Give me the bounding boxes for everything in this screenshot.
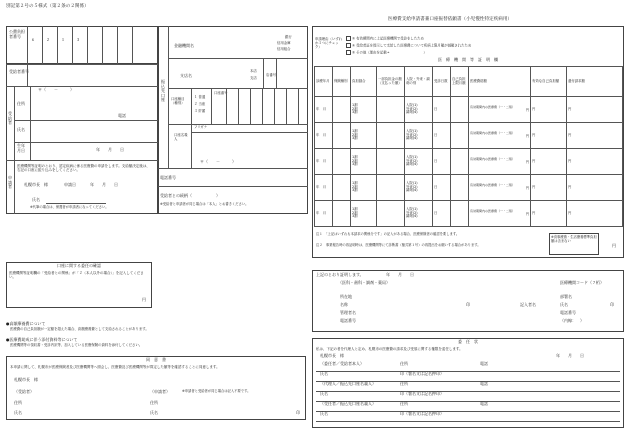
certify-field-phone: 電話番号: [340, 318, 356, 323]
row-days[interactable]: 日: [433, 149, 451, 175]
account-type-1: １ 普通: [194, 95, 206, 99]
consent-seal: 印: [296, 410, 300, 415]
delegation-text: 私は、下記の者を代理人と定め、札幌市の医療費の請求及び受領に関する権限を委任します。: [316, 347, 463, 351]
form-title: 医療費支給申請書兼口座振替依頼書（小児慢性特定疾病用）: [387, 17, 513, 22]
bank-phone-label: 電話番号: [160, 175, 176, 180]
clinic-table: [314, 66, 623, 227]
bank-consent-text: 医療機関等証明欄の「受給者との関係」が「２（本人以外の場合）」を記入してください。: [9, 271, 144, 280]
row-refund[interactable]: 円: [567, 123, 623, 149]
ratio-option[interactable]: 2割: [352, 210, 358, 215]
ratio-option[interactable]: 3割: [352, 162, 358, 167]
guardian-side-label: 申請者: [8, 175, 12, 190]
row-insurance[interactable]: [333, 149, 351, 175]
col-head-days: 受診日数: [433, 67, 451, 97]
type-option[interactable]: 外来(2): [406, 158, 418, 163]
row-ratio[interactable]: [351, 149, 377, 175]
row-ratio[interactable]: [351, 97, 377, 123]
type-option[interactable]: 入院(1): [406, 154, 418, 159]
delegation-row-3-cell-0: 氏名: [320, 391, 328, 396]
col-head-refund: 還付請求額: [567, 67, 623, 97]
row-month[interactable]: 年 月: [315, 149, 333, 175]
ratio-option[interactable]: 1割: [352, 180, 358, 185]
reason-option-1[interactable]: [346, 36, 424, 41]
row-effective[interactable]: 円: [531, 97, 567, 123]
consent-text: 本申請に関して、札幌市が医療保険者及び医療機関等へ照会し、医療費及び医療機関等が算定した額等を確認することに同意します。: [10, 365, 220, 369]
certify-field-manager: 管理者名: [340, 310, 356, 315]
notes-body-1: 医療費の自己負担額が一定額を超えた場合、高額療養費として支給されることがあります。: [10, 327, 149, 331]
ratio-option[interactable]: 3割: [352, 188, 358, 193]
delegation-row-0-cell-1: 住所: [400, 361, 408, 366]
birth-label: 生年月日: [17, 143, 25, 153]
recipient-digit-3: １: [61, 37, 65, 42]
reason-option-2[interactable]: [346, 43, 471, 48]
addressee-1: 札幌市長 様: [24, 182, 48, 187]
row-effective[interactable]: 円: [531, 175, 567, 201]
recipient-digit-2: ２: [46, 37, 50, 42]
clinic-side-note: ※食事療養・生活療養標準負担額は含まない: [551, 235, 597, 243]
row-month[interactable]: 年 月: [315, 97, 333, 123]
consent-addressee: 札幌市長 様: [14, 377, 38, 382]
delegation-title: 委 任 状: [458, 339, 478, 344]
ratio-option[interactable]: 1割: [352, 154, 358, 159]
consent-title: 同 意 書: [146, 357, 166, 362]
recipient-no-label: 公費負担者番号: [9, 29, 25, 39]
branch-label: 支店名: [180, 73, 192, 78]
row-refund[interactable]: 円: [567, 201, 623, 227]
account-type-3: ３ 貯蓄: [194, 109, 206, 113]
row-total-note: 有効期間内の医療費（一・二般）: [470, 130, 516, 135]
type-option[interactable]: 入院(1): [406, 102, 418, 107]
ratio-option[interactable]: 2割: [352, 106, 358, 111]
certify-remark: （医科・歯科・調剤・薬局）: [338, 280, 390, 285]
address-label: 住所: [17, 101, 25, 106]
row-total[interactable]: [469, 149, 531, 175]
certify-seal-1: 印: [466, 302, 470, 307]
delegation-row-4-cell-2: 電話: [480, 401, 488, 406]
recipient-no-box: [6, 26, 158, 64]
ratio-option[interactable]: 2割: [352, 158, 358, 163]
col-head-copay: 一部負担金の額（支払った額）: [377, 67, 405, 97]
row-ratio[interactable]: [351, 201, 377, 227]
certify-doctor-label: 記入者名: [520, 302, 536, 307]
row-copay[interactable]: [377, 97, 405, 123]
col-head-type: 入院・外来・調剤の別: [405, 67, 433, 97]
clinic-section-title: 医 療 機 関 等 証 明 欄: [438, 57, 498, 62]
col-head-limit: 自己負担上限月額: [451, 67, 469, 97]
applicant-name-label: 氏名: [32, 197, 40, 202]
reason-checkbox-2[interactable]: [346, 43, 351, 48]
row-total[interactable]: [469, 123, 531, 149]
row-insurance[interactable]: [333, 123, 351, 149]
bank-side-label: 振込先口座: [161, 79, 165, 103]
certify-right-phone: 電話番号: [560, 310, 576, 315]
certify-right-ext: （内線： ）: [560, 318, 584, 323]
row-total-note: 有効期間内の医療費（一・二般）: [470, 208, 516, 213]
clinic-row: [315, 149, 623, 175]
type-option[interactable]: 入院(1): [406, 206, 418, 211]
holder-label: 口座名義人: [174, 133, 188, 141]
row-month[interactable]: 年 月: [315, 201, 333, 227]
row-effective[interactable]: 円: [531, 149, 567, 175]
row-total-note: 有効期間内の医療費（一・二般）: [470, 156, 516, 161]
delegation-row-1-cell-0: 氏名: [320, 371, 328, 376]
type-option[interactable]: 調剤(4): [406, 110, 418, 115]
clinic-row: [315, 123, 623, 149]
bank-note: ※受給者と申請者が同じ場合は「本人」とお書きください。: [160, 202, 249, 206]
certify-date: 年 月 日: [386, 272, 414, 277]
consent-note: ※申請者と受給者が同じ場合は記入不要です。: [182, 389, 251, 393]
row-limit[interactable]: [451, 175, 469, 201]
branch-type-main: 本店: [250, 69, 257, 73]
row-ratio[interactable]: [351, 175, 377, 201]
row-total-yen: 円: [525, 186, 529, 191]
type-option[interactable]: 入院(1): [406, 180, 418, 185]
row-effective[interactable]: 円: [531, 123, 567, 149]
notes-body-2: 医療機関等の領収書・受診内訳等、加入している医療保険の資料を添付してください。: [10, 343, 143, 347]
ratio-option[interactable]: 1割: [352, 128, 358, 133]
type-option[interactable]: 調剤(4): [406, 188, 418, 193]
delegation-row-0-cell-0: （委任者／受給者本人）: [320, 361, 364, 366]
clinic-row: [315, 97, 623, 123]
certify-intro: 上記のとおり証明します。: [316, 272, 364, 277]
notes-bullet-2: ●医療費助成に伴う添付資料等について: [6, 337, 78, 342]
delegation-row-1-cell-1: 印（署名又は記名押印）: [400, 371, 444, 376]
certify-field-address: 所在地: [340, 294, 352, 299]
ratio-option[interactable]: 1割: [352, 102, 358, 107]
type-option[interactable]: 外来(2): [406, 132, 418, 137]
notes-bullet-1: ●高額療養費について: [6, 321, 46, 326]
row-total-yen: 円: [525, 160, 529, 165]
row-days[interactable]: 日: [433, 175, 451, 201]
reason-option-3[interactable]: [346, 50, 427, 55]
row-days[interactable]: 日: [433, 97, 451, 123]
ratio-option[interactable]: 2割: [352, 184, 358, 189]
row-total-note: 有効期間内の医療費（一・二般）: [470, 104, 516, 109]
row-insurance[interactable]: [333, 175, 351, 201]
col-head-total: 医療費総額: [469, 67, 531, 97]
type-option[interactable]: 調剤(4): [406, 136, 418, 141]
ratio-option[interactable]: 3割: [352, 136, 358, 141]
form-label: 別記第２号の５様式（第２条の２関係）: [6, 4, 89, 9]
phone-label: 電話: [118, 113, 126, 118]
delegation-row-5-cell-0: 氏名: [320, 411, 328, 416]
bank-postal: 〒（ － ）: [200, 159, 236, 164]
account-type-2: ２ 当座: [194, 102, 206, 106]
certify-field-name: 名称: [340, 302, 348, 307]
col-head-month: 診療年月: [315, 67, 333, 97]
row-type[interactable]: [405, 97, 433, 123]
consent-address-2: 住所: [150, 400, 158, 405]
row-total-yen: 円: [525, 212, 529, 217]
row-type[interactable]: [405, 149, 433, 175]
row-total[interactable]: [469, 201, 531, 227]
clinic-note-2: 注２ 事業報告時の再証明時は、医療機関等にて診断書（様式第１号）の再提出をお願いする場合があります。: [316, 243, 481, 247]
row-refund[interactable]: 円: [567, 175, 623, 201]
row-copay[interactable]: [377, 201, 405, 227]
consent-name: 氏名: [14, 410, 22, 415]
row-total-yen: 円: [525, 108, 529, 113]
row-month[interactable]: 年 月: [315, 123, 333, 149]
row-copay[interactable]: [377, 175, 405, 201]
beneficiary-side-label: 受給者: [8, 111, 12, 126]
type-option[interactable]: 外来(2): [406, 184, 418, 189]
date-format-1: 年 月 日: [90, 182, 118, 187]
row-total[interactable]: [469, 97, 531, 123]
bank-type-shinkumi: 信用組合: [277, 47, 291, 51]
row-total-yen: 円: [525, 134, 529, 139]
row-refund[interactable]: 円: [567, 149, 623, 175]
delegation-row-0-cell-2: 電話: [480, 361, 488, 366]
consent-text: 医療機関等証明のとおり、認定疾病に係る医療費の申請をします。支給額決定後は、右記の口座に振り込みをしてください。: [17, 164, 150, 173]
bank-consent-yen: 円: [142, 297, 146, 302]
name-label: 氏名: [17, 127, 25, 132]
certify-right-dept: 部署名: [560, 294, 572, 299]
row-copay[interactable]: [377, 123, 405, 149]
type-option[interactable]: 外来(2): [406, 210, 418, 215]
delegation-row-2-cell-1: 住所: [400, 381, 408, 386]
reason-checkbox-3[interactable]: [346, 50, 351, 55]
row-days[interactable]: 日: [433, 123, 451, 149]
bank-type-bank: 銀行: [285, 35, 292, 39]
row-copay[interactable]: [377, 149, 405, 175]
certify-code-label: 医療機関コード（７桁）: [560, 280, 604, 285]
clinic-row: [315, 175, 623, 201]
opts-title: 申請理由（いずれか１つにチェック）: [315, 37, 343, 49]
delegation-row-4-cell-0: （受任者／振込先口座名義人）: [320, 401, 376, 406]
row-ratio[interactable]: [351, 123, 377, 149]
consent-applicant: （受給者）: [14, 389, 34, 394]
applicant-note: ※代筆の場合は、保護者が申請者になってください。: [30, 205, 109, 209]
bank-consent-block: [6, 262, 152, 308]
birth-format: 年 月 日: [96, 147, 124, 152]
row-type[interactable]: [405, 123, 433, 149]
row-type[interactable]: [405, 175, 433, 201]
reason-option-2-label: ② 受給者証を提示して支給した医療費について疾病上限月額が減額されたため: [352, 43, 472, 48]
delegation-date: 年 月 日: [556, 353, 584, 358]
recipient-digit-4: ３: [76, 37, 80, 42]
row-total-note: 有効期間内の医療費（一・二般）: [470, 182, 516, 187]
beneficiary-no-label: 受給者番号: [9, 69, 29, 74]
account-no-label: 口座番号: [214, 91, 228, 95]
clinic-side-yen: 円: [612, 243, 616, 248]
row-month[interactable]: 年 月: [315, 175, 333, 201]
certify-seal-2: 印: [610, 302, 614, 307]
delegation-row-4-cell-1: 住所: [400, 401, 408, 406]
col-head-insurance: 保険種別: [333, 67, 351, 97]
row-refund[interactable]: 円: [567, 97, 623, 123]
holder-kana: フリガナ: [194, 125, 208, 129]
reason-option-3-label: ③ その他（理由を記載→ ）: [352, 50, 427, 55]
col-head-ratio: 負担割合: [351, 67, 377, 97]
ratio-option[interactable]: 2割: [352, 132, 358, 137]
consent-address: 住所: [14, 400, 22, 405]
certify-right-name: 氏名: [560, 302, 568, 307]
account-type-label: 口座種目（種別）: [171, 97, 185, 105]
delegation-row-2-cell-2: 電話: [480, 381, 488, 386]
delegation-row-2-cell-0: （代理人／振込先口座名義人）: [320, 381, 376, 386]
bank-type-shinkin: 信用金庫: [277, 41, 291, 45]
consent-applicant2: （申請者）: [150, 389, 170, 394]
row-insurance[interactable]: [333, 97, 351, 123]
row-limit[interactable]: [451, 201, 469, 227]
recipient-digit-1: ６: [31, 37, 35, 42]
date-label-1: 申請日: [64, 182, 76, 187]
col-head-effective: 有効な自己負担額: [531, 67, 567, 97]
clinic-note-1: 注１ 「上記はいずれも本請求の関係分です」の記入がある場合、医療保険者の確認を要します。: [316, 232, 460, 236]
row-limit[interactable]: [451, 149, 469, 175]
ratio-option[interactable]: 3割: [352, 110, 358, 115]
delegation-row-5-cell-1: 印（署名又は記名押印）: [400, 411, 444, 416]
type-option[interactable]: 外来(2): [406, 106, 418, 111]
row-days[interactable]: 日: [433, 201, 451, 227]
type-option[interactable]: 入院(1): [406, 128, 418, 133]
branch-no-label: 店番号: [266, 73, 277, 77]
type-option[interactable]: 調剤(4): [406, 214, 418, 219]
postal-prefix: 〒（ － ）: [38, 87, 74, 92]
row-total[interactable]: [469, 175, 531, 201]
delegation-row-3-cell-1: 印（署名又は記名押印）: [400, 391, 444, 396]
type-option[interactable]: 調剤(4): [406, 162, 418, 167]
bank-inst-label: 金融機関名: [174, 43, 194, 48]
row-effective[interactable]: 円: [531, 201, 567, 227]
relation-label: 受給者との続柄（ ）: [160, 193, 220, 198]
row-limit[interactable]: [451, 97, 469, 123]
consent-name-2: 氏名: [150, 410, 158, 415]
branch-type-sub: 支店: [250, 76, 257, 80]
row-insurance[interactable]: [333, 201, 351, 227]
reason-checkbox-1[interactable]: [346, 36, 351, 41]
row-limit[interactable]: [451, 123, 469, 149]
row-type[interactable]: [405, 201, 433, 227]
bank-consent-title: 口座に関する委任の確認: [57, 263, 101, 268]
ratio-option[interactable]: 3割: [352, 214, 358, 219]
delegation-addressee: 札幌市長 様: [320, 353, 344, 358]
clinic-row: [315, 201, 623, 227]
ratio-option[interactable]: 1割: [352, 206, 358, 211]
reason-option-1-label: ① 有効期間内に上記医療機関で受診をしたため: [352, 36, 424, 41]
